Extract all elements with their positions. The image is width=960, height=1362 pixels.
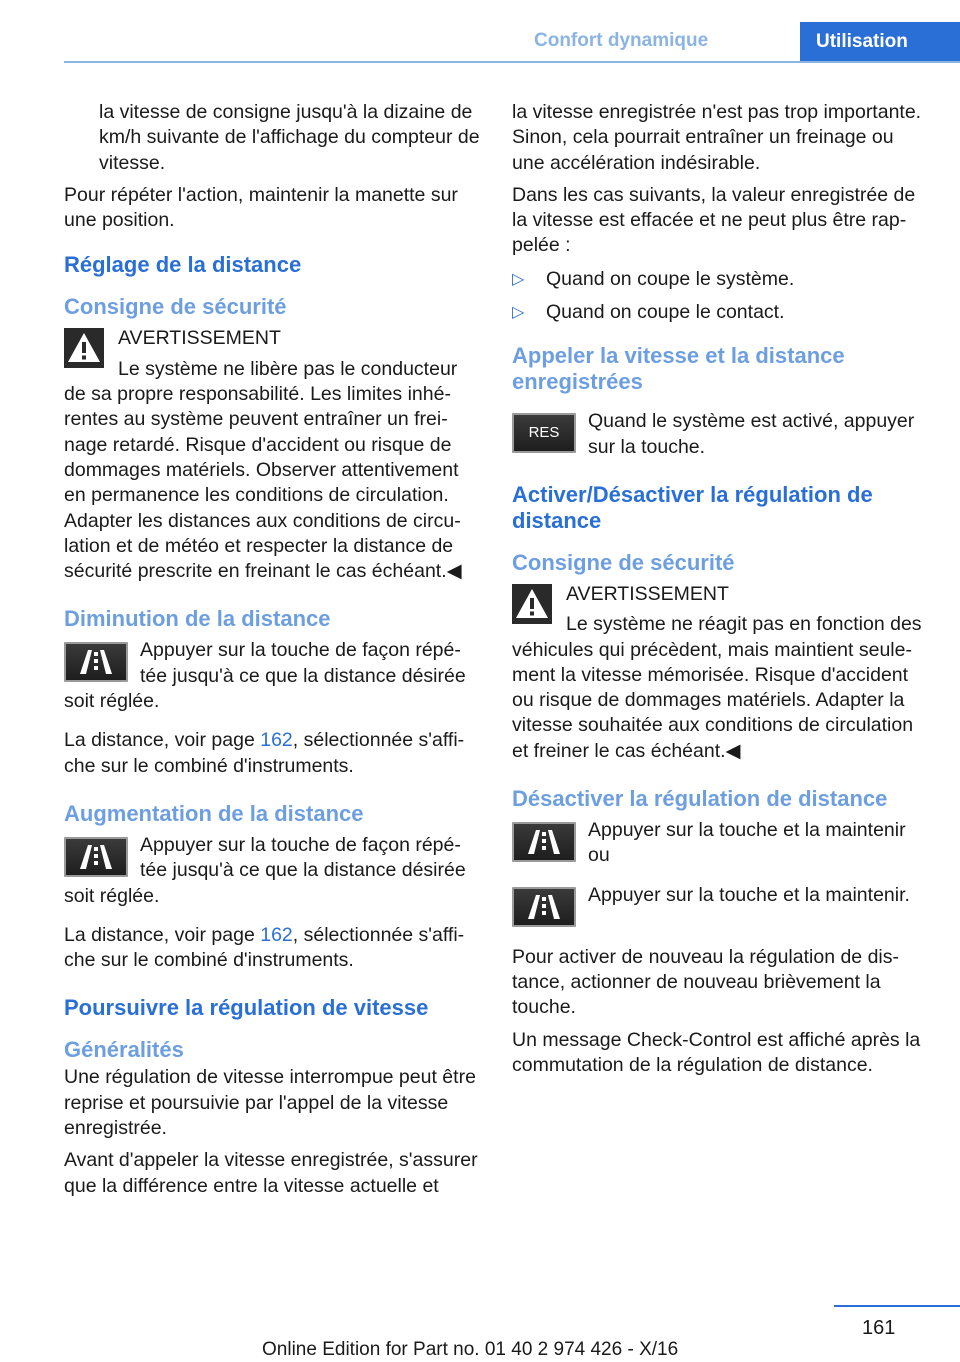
warning-text: Le système ne réagit pas en fonction des véhicules qui précèdent, mais maintient seulement la vitesse mémorisée. Risque d'accident ou risque de dommages matériels. Adapter la vitesse souhaitée aux conditions de circulation et freiner le cas échéant.◀ [512,613,922,762]
heading-augmentation-distance: Augmentation de la distance [64,800,364,826]
bullet-triangle-icon: ▷ [512,304,525,322]
heading-generalites: Généralités [64,1037,184,1063]
warning-block [64,326,480,584]
bullet-triangle-icon: ▷ [512,270,525,288]
heading-activer-desactiver: Activer/Désactiver la régulation de distance [512,481,873,533]
warning-triangle-icon [512,584,552,624]
reference-text: La distance, voir page [64,729,261,752]
page-link[interactable]: 162 [260,923,293,946]
instruction-block [64,833,480,909]
instruction-block [64,638,480,714]
heading-consigne-securite: Consigne de sécurité [512,549,735,575]
distance-button-icon [64,837,128,877]
instruction-text: Appuyer sur la touche et la maintenir ou [588,819,906,867]
page-reference-paragraph [64,728,480,779]
paragraph: Une régulation de vitesse interrompue peut être reprise et poursuivie par l'appel de la vitesse enregistrée. [64,1066,476,1140]
left-column [64,100,480,1206]
instruction-block [512,409,928,460]
footer-edition: Online Edition for Part no. 01 40 2 974 426 - X/16 [262,1339,679,1360]
instruction-block [512,883,928,931]
paragraph: Pour répéter l'action, maintenir la manette sur une position. [64,183,458,232]
distance-button-icon [512,822,576,862]
instruction-text: Quand le système est activé, appuyer sur la touche. [588,410,915,458]
paragraph: Dans les cas suivants, la valeur enregistrée de la vitesse est effacée et ne peut plus être rappelée : [512,183,916,257]
paragraph: Avant d'appeler la vitesse enregistrée, s'assurer que la différence entre la vitesse actuelle et [64,1149,478,1197]
paragraph: la vitesse enregistrée n'est pas trop importante. Sinon, cela pourrait entraîner un freinage ou une accélération indésirable. [512,101,922,174]
footer-rule [834,1305,960,1307]
warning-title: AVERTISSEMENT [566,582,729,605]
reference-text: , sélectionnée s'affiche sur le combiné d'instruments. [64,729,465,777]
heading-desactiver-regulation: Désactiver la régulation de distance [512,786,888,812]
warning-text: Le système ne libère pas le conducteur de sa propre responsabilité. Les limites inhérentes au système peuvent entraîner un freinage retardé. Risque d'accident ou risque de dommages matériels. Observer attentivement en permanence les conditions de circulation. Adapter les distances aux conditions de circulation et de météo et respecter la distance de sécurité prescrite en freinant le cas échéant.◀ [64,357,462,583]
right-column [512,100,928,1085]
header-rule [64,61,960,63]
heading-consigne-securite: Consigne de sécurité [64,294,287,320]
warning-title: AVERTISSEMENT [118,327,281,350]
heading-reglage-distance: Réglage de la distance [64,252,302,278]
reference-text: , sélectionnée s'affiche sur le combiné d'instruments. [64,923,465,972]
instruction-text: Appuyer sur la touche de façon répétée jusqu'à ce que la distance désirée soit réglée. [64,639,466,713]
res-button-icon: RES [512,413,576,453]
instruction-block [512,818,928,869]
list-item [512,267,928,292]
page-link[interactable]: 162 [260,729,293,752]
instruction-text: Appuyer sur la touche et la maintenir. [588,883,910,906]
distance-button-icon [512,887,576,927]
instruction-text: Appuyer sur la touche de façon répétée jusqu'à ce que la distance désirée soit réglée. [64,833,466,907]
heading-diminution-distance: Diminution de la distance [64,606,331,632]
page-header [64,0,960,62]
paragraph: Un message Check-Control est affiché après la commutation de la régulation de distance. [512,1028,921,1076]
reference-text: La distance, voir page [64,923,261,946]
distance-button-icon [64,642,128,682]
header-section-title: Confort dynamique [534,30,709,51]
warning-block [512,582,928,764]
header-chapter-tab: Utilisation [800,22,960,62]
page-reference-paragraph [64,923,480,974]
continued-list-text: la vitesse de consigne jusqu'à la dizaine de km/h suivante de l'affichage du compteur de vitesse. [99,101,480,174]
list-item [512,300,928,325]
paragraph: Pour activer de nouveau la régulation de distance, actionner de nouveau brièvement la touche. [512,945,899,1019]
heading-poursuivre-regulation: Poursuivre la régulation de vitesse [64,995,429,1021]
page-number: 161 [862,1317,896,1339]
heading-appeler-vitesse: Appeler la vitesse et la distance enregistrées [512,343,845,395]
warning-triangle-icon [64,328,104,368]
list-item-text: Quand on coupe le système. [546,267,795,290]
list-item-text: Quand on coupe le contact. [546,301,785,324]
